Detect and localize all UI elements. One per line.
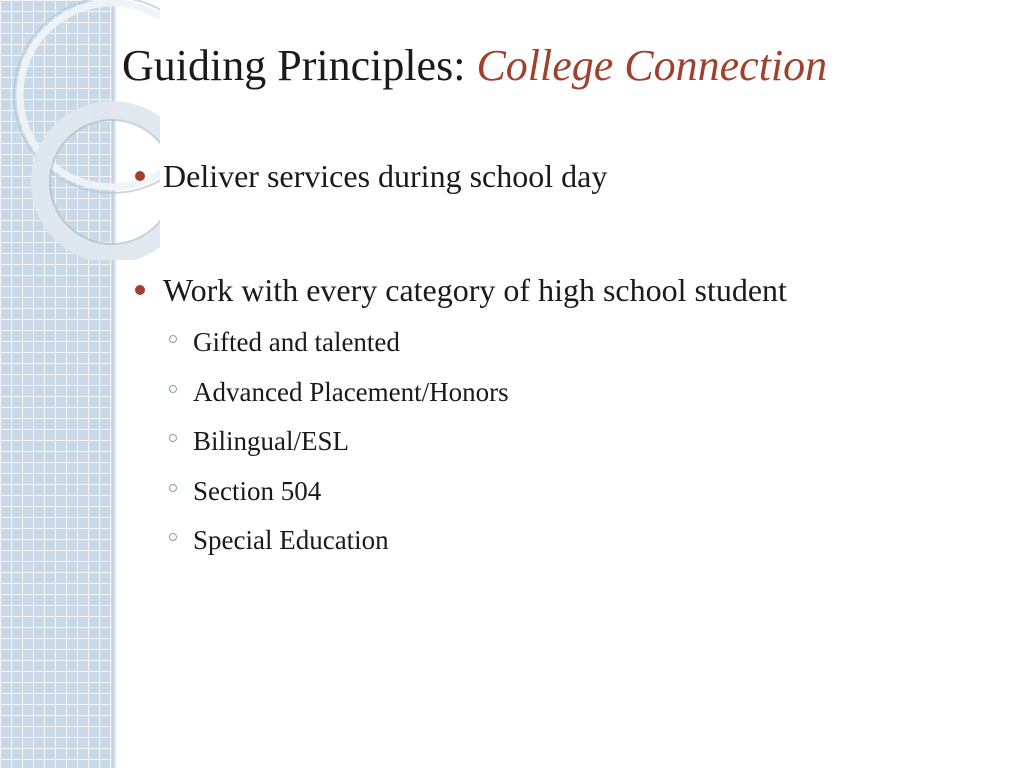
bullet-dot-icon — [135, 285, 145, 295]
bullet-list — [130, 150, 990, 566]
bullet-dot-icon — [135, 171, 145, 181]
sub-bullet-item — [130, 318, 990, 368]
sub-bullet-text: Section 504 — [193, 475, 322, 506]
hollow-circle-bullet-icon — [169, 385, 177, 393]
title-main-text: Guiding Principles: — [122, 41, 466, 90]
sub-bullet-item — [130, 467, 990, 517]
sub-bullet-text: Advanced Placement/Honors — [193, 376, 509, 407]
hollow-circle-bullet-icon — [169, 434, 177, 442]
bullet-item — [130, 264, 990, 316]
bullet-text: Work with every category of high school student — [163, 272, 787, 308]
sub-bullet-text: Gifted and talented — [193, 327, 400, 357]
hollow-circle-bullet-icon — [169, 484, 177, 492]
sub-bullet-item — [130, 417, 990, 467]
bullet-item — [130, 150, 990, 202]
hollow-circle-bullet-icon — [169, 533, 177, 541]
sub-bullet-text: Bilingual/ESL — [193, 426, 350, 456]
slide-title — [122, 36, 827, 96]
hollow-circle-bullet-icon — [169, 335, 177, 343]
sub-bullet-text: Special Education — [193, 525, 389, 555]
title-accent-text: College Connection — [476, 41, 828, 90]
bullet-text: Deliver services during school day — [163, 158, 608, 194]
sub-bullet-list — [130, 318, 990, 566]
sub-bullet-item — [130, 368, 990, 418]
sub-bullet-item — [130, 516, 990, 566]
